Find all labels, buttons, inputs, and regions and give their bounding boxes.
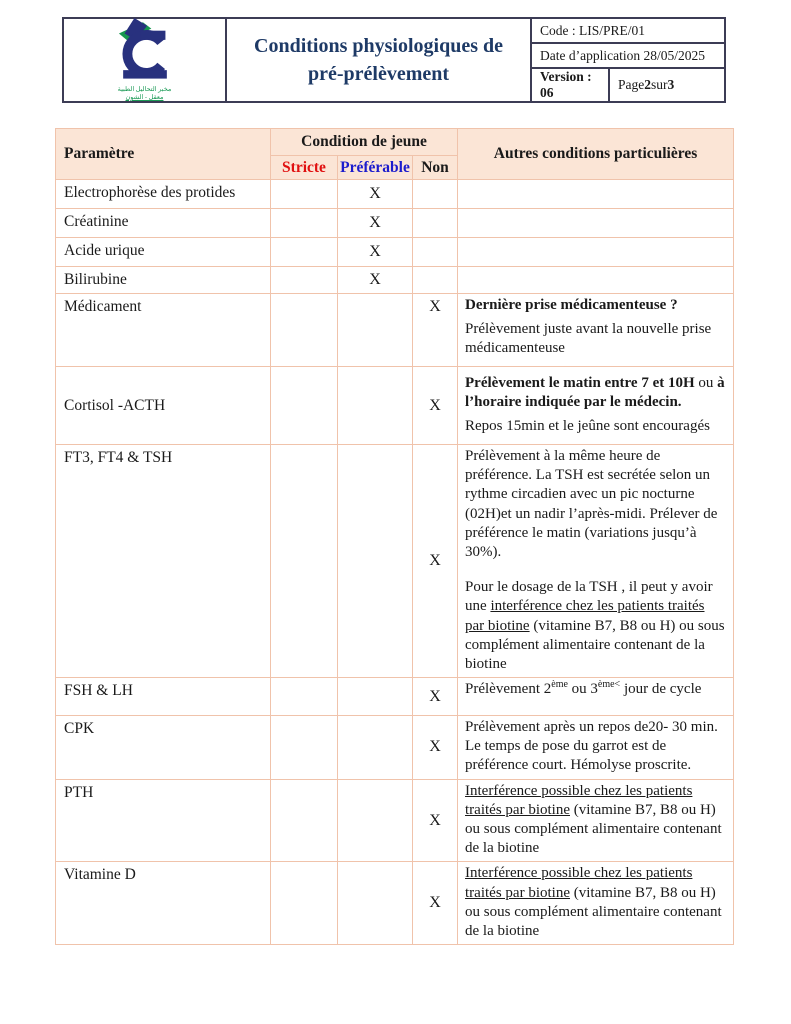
conditions-table — [55, 128, 734, 945]
text-segment: ou 3 — [567, 681, 598, 698]
non-mark-cell: X — [413, 367, 458, 445]
text-segment: (vitamine B7, B8 ou H) ou sous complément alimentaire contenant de la biotine — [465, 884, 722, 939]
text-segment: (vitamine B7, B8 ou H) ou sous complément alimentaire contenant de la biotine — [465, 617, 725, 672]
stricte-mark-cell — [271, 367, 338, 445]
preferable-mark-cell — [338, 367, 413, 445]
bold-text: Prélèvement le matin entre 7 et 10H — [465, 374, 695, 391]
non-mark-cell: X — [413, 445, 458, 678]
conditions-cell — [458, 209, 734, 238]
stricte-mark-cell — [271, 180, 338, 209]
table-row — [56, 294, 734, 367]
logo — [64, 19, 227, 101]
logo-text-line1: مخبر التحاليل الطبية — [117, 85, 172, 93]
doc-page — [610, 69, 724, 101]
underlined-text: Interférence possible chez les patients traités par biotine — [465, 865, 693, 901]
document-title: Conditions physiologiques de pré-prélèvement — [254, 35, 503, 85]
preferable-mark-cell: X — [338, 209, 413, 238]
text-segment: Prélèvement 2 — [465, 681, 552, 698]
table-row — [56, 678, 734, 716]
col-header-condition-jeune: Condition de jeune — [271, 129, 458, 156]
table-row — [56, 445, 734, 678]
text-segment: Prélèvement après un repos de20- 30 min. Le temps de pose du garrot est de préférence court. Hémolyse proscrite. — [465, 719, 718, 774]
stricte-mark-cell — [271, 779, 338, 862]
conditions-cell — [458, 238, 734, 267]
underlined-text: Interférence possible chez les patients traités par biotine — [465, 782, 693, 818]
preferable-mark-cell — [338, 678, 413, 716]
page-number: 2 — [644, 77, 651, 92]
logo-text — [93, 86, 197, 103]
non-mark-cell — [413, 209, 458, 238]
lab-logo-icon — [93, 18, 197, 80]
parameter-name: Acide urique — [56, 238, 271, 267]
table-row — [56, 238, 734, 267]
parameter-name: Créatinine — [56, 209, 271, 238]
conditions-cell — [458, 779, 734, 862]
preferable-mark-cell: X — [338, 267, 413, 294]
non-mark-cell: X — [413, 294, 458, 367]
non-mark-cell — [413, 267, 458, 294]
conditions-cell — [458, 716, 734, 780]
parameter-name: PTH — [56, 779, 271, 862]
preferable-mark-cell: X — [338, 238, 413, 267]
col-header-autres-conditions: Autres conditions particulières — [458, 129, 734, 180]
page-total: 3 — [667, 77, 675, 92]
col-header-preferable: Préférable — [338, 156, 413, 180]
doc-date: Date d’application 28/05/2025 — [532, 44, 724, 69]
non-mark-cell: X — [413, 862, 458, 945]
doc-meta — [532, 19, 724, 101]
text-segment: ou — [694, 374, 718, 391]
non-mark-cell — [413, 238, 458, 267]
non-mark-cell — [413, 180, 458, 209]
stricte-mark-cell — [271, 862, 338, 945]
conditions-cell — [458, 678, 734, 716]
table-row — [56, 716, 734, 780]
preferable-mark-cell — [338, 716, 413, 780]
text-segment: Repos 15min et le jeûne sont encouragés — [465, 418, 710, 435]
stricte-mark-cell — [271, 294, 338, 367]
preferable-mark-cell: X — [338, 180, 413, 209]
doc-version-page — [532, 69, 724, 101]
table-head — [56, 129, 734, 180]
table-body — [56, 180, 734, 945]
stricte-mark-cell — [271, 445, 338, 678]
text-segment: Prélèvement à la même heure de préférence. La TSH est secrétée selon un rythme circadien avec un pic nocturne (02H)et un nadir l’après-midi. Prélever de préférence le matin (variations jusqu’à 30%). — [465, 448, 718, 560]
page-mid: sur — [651, 77, 668, 92]
conditions-cell — [458, 294, 734, 367]
conditions-cell — [458, 180, 734, 209]
preferable-mark-cell — [338, 445, 413, 678]
col-header-parametre: Paramètre — [56, 129, 271, 180]
table-row — [56, 862, 734, 945]
underlined-text: interférence chez les patients traités par biotine — [465, 598, 705, 634]
text-segment: ème — [551, 679, 568, 691]
logo-text-line2: معقل - الشون — [125, 94, 164, 101]
doc-code: Code : LIS/PRE/01 — [532, 19, 724, 44]
stricte-mark-cell — [271, 238, 338, 267]
table-row — [56, 209, 734, 238]
text-segment: jour de cycle — [620, 681, 702, 698]
title-cell — [227, 19, 532, 101]
non-mark-cell: X — [413, 779, 458, 862]
doc-version: Version : 06 — [532, 69, 610, 101]
conditions-cell — [458, 445, 734, 678]
table-row — [56, 267, 734, 294]
col-header-stricte: Stricte — [271, 156, 338, 180]
non-mark-cell: X — [413, 716, 458, 780]
stricte-mark-cell — [271, 267, 338, 294]
parameter-name: FT3, FT4 & TSH — [56, 445, 271, 678]
parameter-name: Electrophorèse des protides — [56, 180, 271, 209]
parameter-name: Vitamine D — [56, 862, 271, 945]
parameter-name: Médicament — [56, 294, 271, 367]
stricte-mark-cell — [271, 209, 338, 238]
parameter-name: FSH & LH — [56, 678, 271, 716]
preferable-mark-cell — [338, 294, 413, 367]
text-segment: ème< — [597, 679, 621, 691]
text-segment: (vitamine B7, B8 ou H) ou sous complément alimentaire contenant de la biotine — [465, 801, 722, 857]
bold-text: à l’horaire indiquée par le médecin. — [465, 374, 725, 410]
text-segment: Pour le dosage de la TSH , il peut y avoir une — [465, 579, 713, 615]
table-row — [56, 779, 734, 862]
preferable-mark-cell — [338, 779, 413, 862]
preferable-mark-cell — [338, 862, 413, 945]
bold-text: Dernière prise médicamenteuse ? — [465, 297, 678, 313]
page-prefix: Page — [618, 77, 645, 92]
parameter-name: CPK — [56, 716, 271, 780]
document-header — [62, 17, 726, 103]
stricte-mark-cell — [271, 678, 338, 716]
conditions-cell — [458, 367, 734, 445]
conditions-cell — [458, 862, 734, 945]
table-row — [56, 367, 734, 445]
conditions-cell — [458, 267, 734, 294]
parameter-name: Cortisol -ACTH — [56, 367, 271, 445]
parameter-name: Bilirubine — [56, 267, 271, 294]
stricte-mark-cell — [271, 716, 338, 780]
non-mark-cell: X — [413, 678, 458, 716]
text-segment: Prélèvement juste avant la nouvelle prise médicamenteuse — [465, 321, 712, 357]
table-row — [56, 180, 734, 209]
col-header-non: Non — [413, 156, 458, 180]
